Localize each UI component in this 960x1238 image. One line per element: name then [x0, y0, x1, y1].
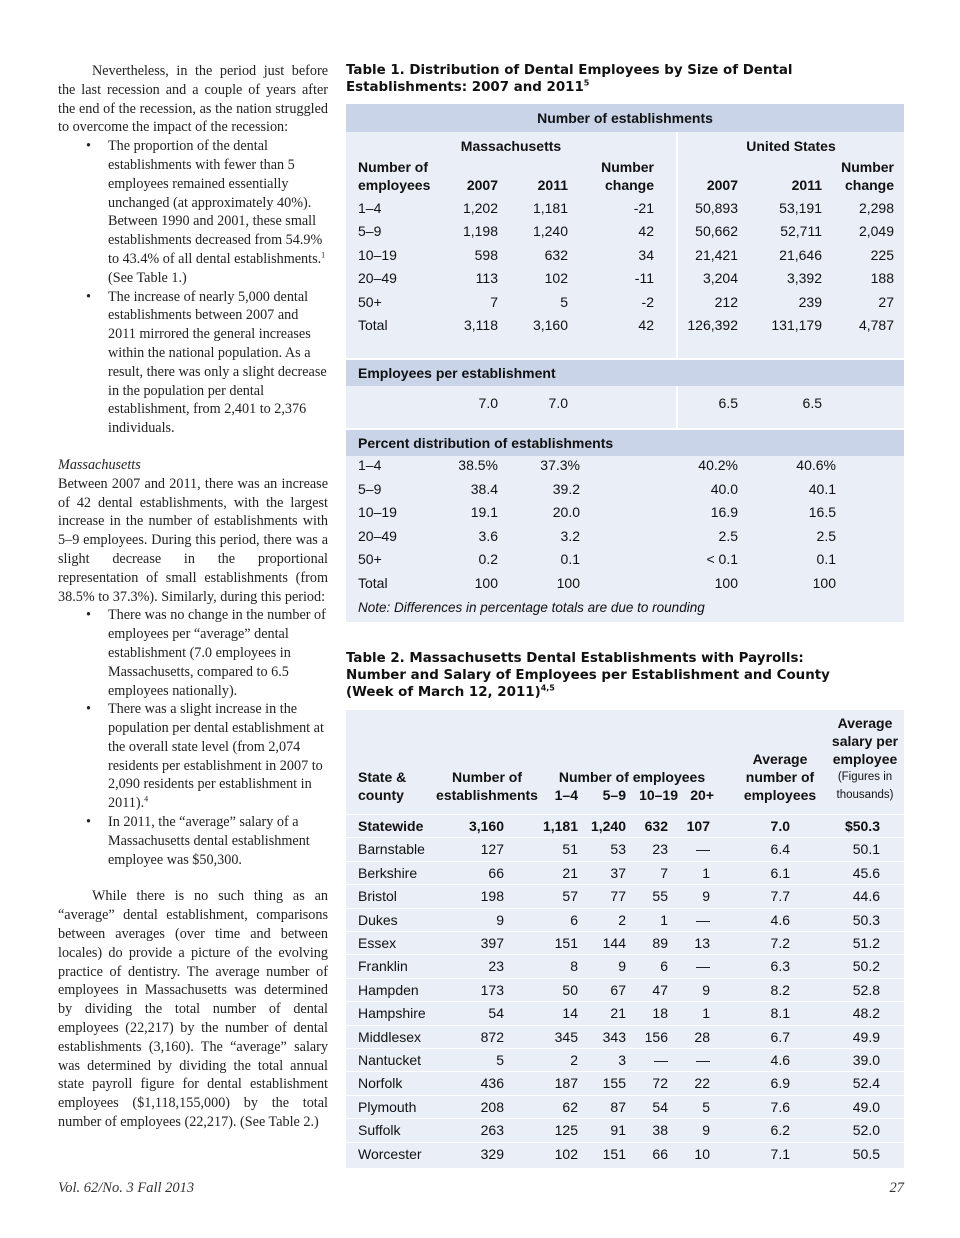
cell: 187	[554, 1075, 578, 1092]
cell: —	[654, 1052, 668, 1068]
cell: 9	[702, 1122, 710, 1139]
table2-head-10-19: 10–19	[639, 787, 678, 803]
cell: 8.2	[770, 981, 790, 998]
table1-col-employees-2: employees	[358, 177, 431, 193]
cell: 151	[554, 935, 578, 951]
table2-caption-line3: (Week of March 12, 2011)	[346, 685, 541, 700]
cell: 39.2	[552, 480, 580, 497]
table-row	[346, 814, 904, 838]
bullet-item	[58, 137, 328, 287]
cell: 20–49	[358, 270, 397, 287]
cell: 9	[496, 911, 504, 928]
table-row	[346, 861, 904, 885]
bullet-text: The proportion of the dental establishments with fewer than 5 employees remained essentially unchanged (at approximately 40%). Between 1990 and 2001, these small establishments decreased from 54.9% to 43.4% of all dental establishments.	[108, 138, 323, 267]
cell: 3,118	[464, 317, 498, 333]
table-row	[346, 1048, 904, 1072]
table1-group-ma: Massachusetts	[460, 138, 562, 154]
cell: 52.0	[852, 1122, 880, 1139]
cell: 343	[602, 1028, 626, 1045]
cell: 4,787	[858, 317, 894, 333]
cell: 10	[694, 1145, 710, 1162]
cell: 1,202	[462, 200, 498, 216]
cell: 40.2%	[698, 457, 738, 473]
cell: 51.2	[852, 935, 880, 951]
cell: 52.8	[852, 981, 880, 998]
cell: $50.3	[844, 818, 880, 834]
cell: 100	[812, 575, 836, 591]
cell: Norfolk	[358, 1075, 403, 1092]
cell: 21	[562, 864, 578, 881]
cell: Nantucket	[358, 1052, 422, 1068]
bullet-text: The increase of nearly 5,000 dental establishments between 2007 and 2011 mirrored the general increases within the national population. As a result, there was only a slight decrease in the population per dental establishment, from 2,401 to 2,376 individuals.	[108, 288, 327, 437]
cell: 2.5	[718, 527, 738, 544]
cell: 3,160	[468, 818, 504, 834]
table-row	[346, 267, 904, 290]
cell: Barnstable	[358, 841, 425, 858]
cell: 10–19	[358, 504, 397, 521]
cell: 37.3%	[540, 457, 580, 473]
cell: 6.5	[718, 395, 738, 411]
cell: 6.4	[770, 841, 790, 858]
cell: 49.0	[852, 1098, 880, 1115]
table-row	[346, 454, 904, 477]
table1-band-title: Number of establishments	[537, 110, 713, 126]
bullet-item	[58, 606, 328, 700]
cell: Hampden	[358, 981, 419, 998]
cell: 44.6	[852, 888, 880, 905]
table-row	[346, 908, 904, 932]
bullet-glyph: •	[86, 288, 91, 305]
cell: 212	[714, 293, 738, 310]
cell: Dukes	[358, 911, 398, 928]
cell: 5–9	[358, 223, 382, 240]
cell: 54	[652, 1098, 668, 1115]
table1-band-establishments	[346, 104, 904, 132]
table1-col-ma-change-1: Number	[601, 159, 654, 175]
cell: 3.6	[478, 527, 498, 544]
cell: 6	[570, 911, 578, 928]
table-row	[346, 1001, 904, 1025]
bullet-text: In 2011, the “average” salary of a Massachusetts dental establishment employee was $50,300.	[108, 814, 310, 868]
cell: 50,662	[695, 223, 738, 240]
cell: 155	[602, 1075, 626, 1092]
cell: 144	[602, 935, 626, 951]
cell: 52.4	[852, 1075, 880, 1092]
cell: 100	[556, 575, 580, 591]
cell: 9	[618, 958, 626, 975]
cell: 113	[475, 270, 498, 287]
table2-head-num-2: establishments	[436, 787, 538, 803]
cell: 38	[652, 1122, 668, 1139]
table2-head-20: 20+	[690, 787, 714, 803]
table2-head-5-9: 5–9	[602, 787, 626, 803]
cell: 598	[474, 246, 498, 263]
footnote-ref: 4	[144, 794, 149, 804]
cell: 72	[652, 1075, 668, 1092]
table-row	[346, 931, 904, 955]
cell: 7.7	[770, 888, 790, 905]
cell: 4.6	[770, 911, 790, 928]
cell: 21,646	[779, 246, 822, 263]
table1-emp-band-title: Employees per establishment	[358, 365, 556, 381]
table1-col-ma-change-2: change	[604, 177, 654, 193]
cell: Plymouth	[358, 1098, 417, 1115]
cell: 1,240	[532, 223, 568, 240]
cell: 13	[694, 935, 710, 951]
cell: 1–4	[358, 457, 382, 473]
cell: 1,240	[590, 818, 626, 834]
table2-head-num-1: Number of	[452, 769, 522, 785]
cell: 16.5	[808, 504, 836, 521]
cell: 6.7	[770, 1028, 790, 1045]
table2	[346, 710, 904, 1168]
cell: 50+	[358, 293, 382, 310]
cell: 102	[544, 270, 568, 287]
cell: 22	[694, 1075, 710, 1092]
table-row	[346, 572, 904, 595]
closing-paragraph: While there is no such thing as an “average” dental establishment, comparisons between averages (over time and between locales) do provide a picture of the evolving practice of dentistry. The average number of employees in Massachusetts was determined by dividing the total number of dental employees (22,217) by the number of dental establishments (3,160). The “average” salary was determined by dividing the total annual state payroll figure for dental establishment employees ($1,118,155,000) by the total number of employees (22,217). (See Table 2.)	[58, 888, 328, 1131]
table1-caption	[346, 62, 906, 96]
table-row	[346, 291, 904, 314]
intro-paragraph: Nevertheless, in the period just before the last recession and a couple of years after the end of the recession, as the nation struggled to overcome the impact of the recession:	[58, 63, 328, 136]
cell: 3	[618, 1052, 626, 1068]
cell: 0.1	[816, 551, 836, 568]
cell: Berkshire	[358, 864, 418, 881]
cell: 51	[562, 841, 578, 858]
table1-col-ma-2007: 2007	[466, 177, 498, 193]
cell: 23	[488, 958, 504, 975]
table1-band-percent	[346, 430, 904, 456]
table-row	[346, 244, 904, 267]
cell: 50	[562, 981, 578, 998]
cell: 27	[878, 293, 894, 310]
cell: 38.4	[470, 480, 498, 497]
table1-employees-per-row	[346, 392, 904, 415]
cell: 5	[560, 293, 568, 310]
cell: 45.6	[852, 864, 880, 881]
cell: 1	[702, 1005, 710, 1022]
table2-head-sal-4: (Figures in	[837, 771, 893, 783]
cell: 87	[610, 1098, 626, 1115]
cell: 6	[660, 958, 668, 975]
cell: 49.9	[852, 1028, 880, 1045]
cell: 9	[702, 981, 710, 998]
cell: 5	[702, 1098, 710, 1115]
table2-caption-ref: 4,5	[540, 683, 555, 693]
cell: 239	[798, 293, 822, 310]
table1-caption-text: Table 1. Distribution of Dental Employees by Size of Dental Establishments: 2007 and 2011	[346, 63, 793, 95]
cell: 37	[610, 864, 626, 881]
table1-col-us-2011: 2011	[791, 177, 822, 193]
table1-caption-ref: 5	[583, 78, 590, 88]
cell: 50.1	[852, 841, 880, 858]
cell: Bristol	[358, 888, 397, 905]
cell: 48.2	[852, 1005, 880, 1022]
cell: 14	[562, 1005, 578, 1022]
table-row	[346, 884, 904, 908]
cell: 77	[610, 888, 626, 905]
cell: 42	[638, 223, 654, 240]
cell: 345	[554, 1028, 578, 1045]
cell: 8.1	[770, 1005, 790, 1022]
cell: 1,181	[542, 818, 578, 834]
cell: 2,049	[858, 223, 894, 240]
cell: 151	[602, 1145, 626, 1162]
cell: 50,893	[695, 200, 738, 216]
table1-col-us-change-1: Number	[841, 159, 894, 175]
cell: Statewide	[358, 818, 424, 834]
cell: 7.0	[548, 395, 568, 411]
table2-caption	[346, 650, 906, 701]
cell: 102	[554, 1145, 578, 1162]
cell: 20.0	[552, 504, 580, 521]
cell: 50.3	[852, 911, 880, 928]
cell: 0.1	[560, 551, 580, 568]
cell: 100	[474, 575, 498, 591]
cell: 632	[544, 246, 568, 263]
footer-issue: Vol. 62/No. 3 Fall 2013	[58, 1180, 195, 1196]
cell: 3,204	[702, 270, 738, 287]
cell: Hampshire	[358, 1005, 426, 1022]
left-column	[58, 62, 328, 1132]
table2-head-avg-1: Average	[752, 751, 808, 767]
cell: 62	[562, 1098, 578, 1115]
table2-head-1-4: 1–4	[554, 787, 578, 803]
cell: 7.0	[770, 818, 790, 834]
cell: 53,191	[779, 200, 822, 216]
bullet-item	[58, 288, 328, 438]
table2-head-state-1: State &	[358, 769, 407, 785]
cell: 3,392	[786, 270, 822, 287]
table-row	[346, 1095, 904, 1119]
table-row	[346, 525, 904, 548]
cell: 208	[480, 1098, 504, 1115]
cell: 40.6%	[796, 457, 836, 473]
cell: Suffolk	[358, 1122, 401, 1139]
cell: 40.0	[710, 480, 738, 497]
bullet-glyph: •	[86, 138, 91, 155]
cell: —	[696, 911, 710, 928]
table-row	[346, 1142, 904, 1166]
cell: 67	[610, 981, 626, 998]
cell: 6.5	[802, 395, 822, 411]
cell: 10–19	[358, 246, 397, 263]
bullet-glyph: •	[86, 607, 91, 624]
cell: 1,198	[462, 223, 498, 240]
bullet-list-b	[58, 606, 328, 869]
cell: 40.1	[808, 480, 836, 497]
cell: 4.6	[770, 1052, 790, 1068]
cell: Middlesex	[358, 1028, 422, 1045]
bullet-list-a	[58, 137, 328, 438]
table-row	[346, 1071, 904, 1095]
cell: —	[696, 841, 710, 858]
cell: 1–4	[358, 200, 382, 216]
table-row	[346, 478, 904, 501]
cell: 397	[480, 935, 504, 951]
table-row	[346, 954, 904, 978]
table-row	[346, 501, 904, 524]
table1-col-us-change-2: change	[844, 177, 894, 193]
table1-col-employees-1: Number of	[358, 159, 428, 175]
table-row	[346, 978, 904, 1002]
cell: 7.1	[770, 1145, 790, 1162]
cell: 23	[652, 841, 668, 858]
table-row	[346, 1025, 904, 1049]
cell: 20–49	[358, 527, 397, 544]
table2-caption-line1: Table 2. Massachusetts Dental Establishments with Payrolls:	[346, 651, 804, 666]
cell: 1,181	[532, 200, 568, 216]
cell: 173	[480, 981, 504, 998]
cell: 57	[562, 888, 578, 905]
table2-head-sal-5: thousands)	[836, 789, 894, 801]
cell: 2.5	[816, 527, 836, 544]
footer-page-number: 27	[889, 1180, 904, 1196]
cell: 2	[618, 911, 626, 928]
table2-head-avg-3: employees	[743, 787, 817, 803]
cell: 7.2	[770, 935, 790, 951]
cell: —	[696, 1052, 710, 1068]
cell: 66	[488, 864, 504, 881]
table1-note: Note: Differences in percentage totals are due to rounding	[358, 600, 705, 615]
cell: 53	[610, 841, 626, 858]
cell: 6.1	[770, 864, 790, 881]
cell: 198	[480, 888, 504, 905]
cell: 21	[610, 1005, 626, 1022]
bullet-text: There was no change in the number of employees per “average” dental establishment (7.0 employees in Massachusetts, compared to 6.5 employees nationally).	[108, 607, 326, 699]
cell: 3,160	[532, 317, 568, 333]
cell: 55	[652, 888, 668, 905]
table1-band-employees-per	[346, 360, 904, 386]
cell: Total	[358, 575, 388, 591]
table-row	[346, 220, 904, 243]
cell: 7.0	[478, 395, 498, 411]
bullet-text: There was a slight increase in the population per dental establishment at the overall state level (from 2,074 residents per establishment in 2007 to 2,090 residents per establishment in 2011).	[108, 701, 324, 812]
cell: 2	[570, 1052, 578, 1068]
cell: —	[696, 958, 710, 975]
bullet-tail: (See Table 1.)	[108, 269, 187, 286]
cell: 89	[652, 935, 668, 951]
table-row	[346, 548, 904, 571]
footnote-ref: 1	[321, 250, 326, 260]
table-row	[346, 197, 904, 220]
cell: 50.5	[852, 1145, 880, 1162]
cell: 126,392	[687, 317, 738, 333]
table2-head-employees-group: Number of employees	[558, 769, 706, 785]
table2-head-sal-3: employee	[832, 751, 898, 767]
cell: 54	[488, 1005, 504, 1022]
cell: 6.3	[770, 958, 790, 975]
bullet-glyph: •	[86, 701, 91, 718]
cell: 127	[480, 841, 504, 858]
cell: 7.6	[770, 1098, 790, 1115]
bullet-glyph: •	[86, 814, 91, 831]
table2-head-sal-2: salary per	[831, 733, 899, 749]
table1-group-us: United States	[746, 138, 836, 154]
cell: 42	[638, 317, 654, 333]
cell: 66	[652, 1145, 668, 1162]
cell: 872	[480, 1028, 504, 1045]
cell: Total	[358, 317, 388, 333]
cell: 19.1	[470, 504, 498, 521]
cell: -21	[633, 200, 654, 216]
table1	[346, 104, 904, 622]
cell: -2	[641, 293, 654, 310]
cell: 2,298	[858, 200, 894, 216]
table-row	[346, 1118, 904, 1142]
cell: 9	[702, 888, 710, 905]
cell: 50+	[358, 551, 382, 568]
cell: 50.2	[852, 958, 880, 975]
cell: 5	[496, 1052, 504, 1068]
cell: 6.9	[770, 1075, 790, 1092]
table2-caption-line2: Number and Salary of Employees per Establishment and County	[346, 668, 830, 683]
cell: 1	[702, 864, 710, 881]
cell: 436	[480, 1075, 504, 1092]
cell: 156	[644, 1028, 668, 1045]
table2-head-state-2: county	[358, 787, 404, 803]
table-row	[346, 837, 904, 861]
cell: 7	[660, 864, 668, 881]
table1-pct-band-title: Percent distribution of establishments	[358, 435, 614, 451]
cell: 100	[714, 575, 738, 591]
cell: 16.9	[710, 504, 738, 521]
cell: 21,421	[695, 246, 738, 263]
table2-head-avg-2: number of	[745, 769, 815, 785]
cell: 6.2	[770, 1122, 790, 1139]
table-row	[346, 314, 904, 337]
bullet-item	[58, 700, 328, 813]
cell: 28	[694, 1028, 710, 1045]
cell: 18	[652, 1005, 668, 1022]
cell: Franklin	[358, 958, 408, 975]
massachusetts-paragraph: Between 2007 and 2011, there was an increase of 42 dental establishments, with the largest increase in the number of establishments with 5–9 employees. During this period, there was a slight decrease in the proportional representation of small establishments (from 38.5% to 37.3%). Similarly, during this period:	[58, 475, 328, 605]
table2-head-sal-1: Average	[837, 715, 893, 731]
cell: 1	[660, 911, 668, 928]
cell: < 0.1	[706, 551, 738, 568]
cell: 5–9	[358, 480, 382, 497]
cell: 52,711	[780, 223, 822, 240]
cell: 47	[652, 981, 668, 998]
cell: 329	[480, 1145, 504, 1162]
cell: 107	[686, 818, 710, 834]
cell: Worcester	[358, 1145, 422, 1162]
cell: 263	[480, 1122, 504, 1139]
cell: 3.2	[560, 527, 580, 544]
cell: 39.0	[852, 1052, 880, 1068]
cell: 34	[638, 246, 654, 263]
cell: 131,179	[771, 317, 822, 333]
cell: 225	[870, 246, 894, 263]
cell: Essex	[358, 935, 397, 951]
bullet-item	[58, 813, 328, 869]
cell: 7	[490, 293, 498, 310]
cell: 0.2	[478, 551, 498, 568]
cell: 188	[870, 270, 894, 287]
table1-col-us-2007: 2007	[706, 177, 738, 193]
cell: 632	[644, 818, 668, 834]
cell: 38.5%	[458, 457, 498, 473]
cell: 125	[554, 1122, 578, 1139]
cell: -11	[634, 270, 654, 287]
cell: 8	[570, 958, 578, 975]
table1-col-ma-2011: 2011	[537, 177, 568, 193]
section-subhead: Massachusetts	[58, 456, 141, 473]
cell: 91	[610, 1122, 626, 1139]
